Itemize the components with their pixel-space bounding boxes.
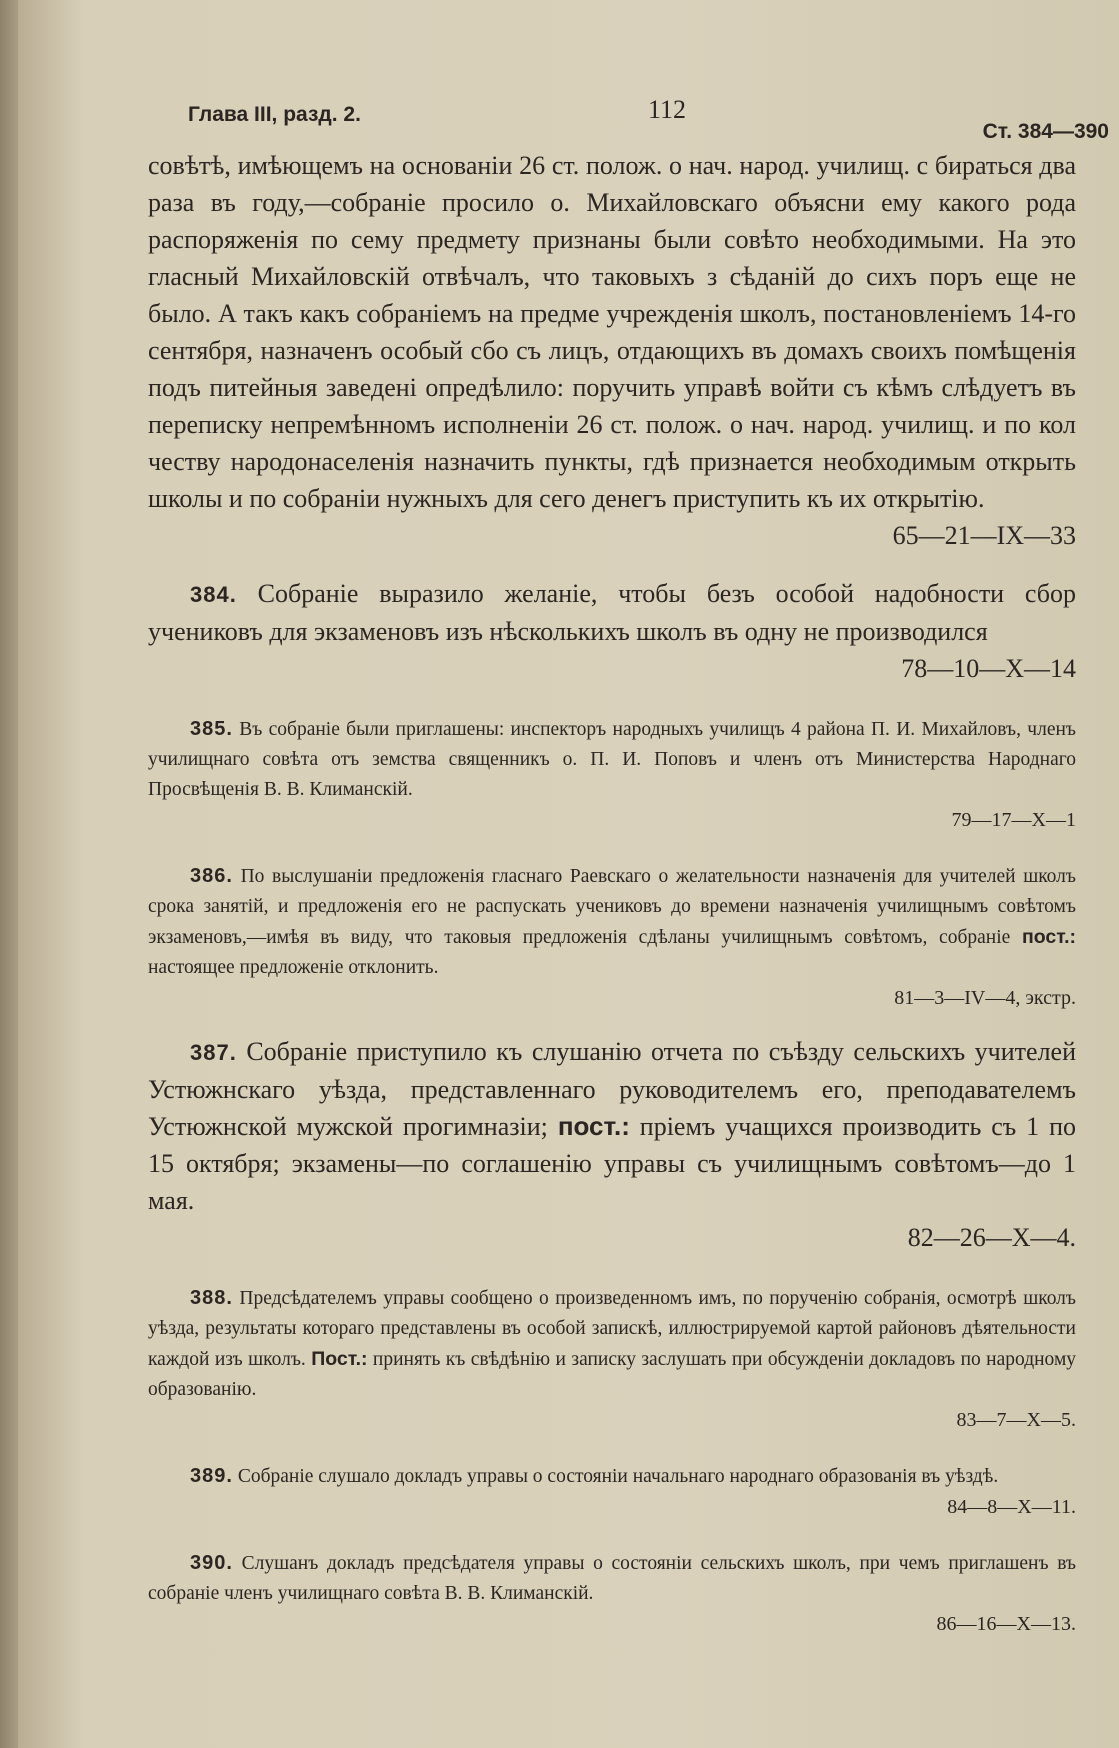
- article-number: 390.: [190, 1552, 233, 1574]
- article-390-reference: 86—16—X—13.: [936, 1613, 1076, 1635]
- article-number: 387.: [190, 1040, 237, 1065]
- article-text: По выслушанiи предложенiя гласнаго Раевскаго о желательности назначенiя для учителей школъ срока занятiй, и предложенiя его не распускать учениковъ до времени назначенiя училищнымъ совѣтомъ экзаменовъ,—имѣя въ виду, что таковыя предложенiя сдѣланы училищнымъ совѣтомъ, собранiе: [148, 866, 1076, 948]
- article-384: [148, 575, 1076, 650]
- article-text: Собранiе приступило къ слушанiю отчета по съѣзду сельскихъ учителей Устюжнскаго уѣзда, представленнаго руководителемъ его, преподавателемъ Устюжнской мужской прогимназiи;: [148, 1037, 1076, 1141]
- articles-range: Ст. 384—390: [982, 120, 1109, 143]
- article-number: 385.: [190, 718, 233, 740]
- article-number: 388.: [190, 1287, 233, 1309]
- page-header: [188, 95, 1109, 145]
- article-390: [148, 1548, 1076, 1609]
- article-389: [148, 1461, 1076, 1492]
- article-384-reference: 78—10—X—14: [901, 654, 1076, 683]
- article-386: [148, 861, 1076, 983]
- article-number: 386.: [190, 865, 233, 887]
- article-385: [148, 714, 1076, 805]
- book-binding-edge: [0, 0, 18, 1748]
- article-text: Слушанъ докладъ предсѣдателя управы о состоянiи сельскихъ школъ, при чемъ приглашенъ въ собранiе членъ училищнаго совѣта В. В. Климанскiй.: [148, 1553, 1077, 1604]
- article-386-reference: 81—3—IV—4, экстр.: [894, 987, 1076, 1009]
- intro-paragraph: совѣтѣ, имѣющемъ на основанiи 26 ст. полож. о нач. народ. училищ. с бираться два раза въ году,—собранiе просило о. Михайловскаго объясни ему какого рода распоряженiя по сему предмету признаны были совѣто необходимыми. На это гласный Михайловскiй отвѣчалъ, что таковыхъ з сѣданiй до сихъ поръ еще не было. А такъ какъ собранiемъ на предме учрежденiя школъ, постановленiемъ 14-го сентября, назначенъ особый сбо съ лицъ, отдающихъ въ домахъ своихъ помѣщенiя подъ питейныя заведенi опредѣлило: поручить управѣ войти съ кѣмъ слѣдуетъ въ переписку непремѣнномъ исполненiи 26 ст. полож. о нач. народ. училищ. и по кол честву народонаселенiя назначить пункты, гдѣ признается необходимым открыть школы и по собранiи нужныхъ для сего денегъ приступить къ их открытiю.: [148, 151, 1076, 513]
- article-388: [148, 1283, 1076, 1405]
- article-text-continued: принять къ свѣдѣнiю и записку заслушать при обсужденiи докладовъ по народному образованiю.: [148, 1349, 1077, 1400]
- article-385-reference: 79—17—X—1: [951, 809, 1076, 831]
- article-text-continued: прiемъ учащихся производить съ 1 по 15 октября; экзамены—по соглашенiю управы съ училищнымъ совѣтомъ—до 1 мая.: [148, 1112, 1077, 1215]
- article-text: Собранiе выразило желанiе, чтобы безъ особой надобности сбор учениковъ для экзаменовъ изъ нѣсколькихъ школъ въ одну не производился: [148, 579, 1076, 646]
- article-text-continued: настоящее предложенiе отклонить.: [148, 957, 439, 978]
- resolution-marker: пост.:: [1021, 926, 1077, 948]
- page-content: [148, 147, 1076, 1639]
- article-text: Собранiе слушало докладъ управы о состоянiи начальнаго народнаго образованiя въ уѣздѣ.: [237, 1466, 999, 1487]
- intro-reference: 65—21—IX—33: [892, 521, 1076, 550]
- article-389-reference: 84—8—X—11.: [947, 1496, 1076, 1518]
- article-number: 384.: [190, 582, 237, 607]
- article-387: [148, 1033, 1076, 1219]
- page-number: 112: [648, 95, 687, 124]
- article-387-reference: 82—26—X—4.: [907, 1223, 1076, 1252]
- resolution-marker: Пост.:: [311, 1348, 368, 1370]
- article-number: 389.: [190, 1465, 233, 1487]
- article-text: Въ собранiе были приглашены: инспекторъ народныхъ училищъ 4 района П. И. Михайловъ, членъ училищнаго совѣта отъ земства священникъ о. П. И. Поповъ и членъ отъ Министерства Народнаго Просвѣщенiя В. В. Климанскiй.: [148, 719, 1076, 800]
- resolution-marker: пост.:: [557, 1111, 630, 1141]
- article-text: Предсѣдателемъ управы сообщено о произведенномъ имъ, по порученiю собранiя, осмотрѣ школъ уѣзда, результаты котораго представлены въ особой запискѣ, иллюстрируемой картой районовъ дѣятельности каждой изъ школъ.: [148, 1288, 1077, 1370]
- article-388-reference: 83—7—X—5.: [956, 1409, 1076, 1431]
- chapter-heading: Глава III, разд. 2.: [188, 103, 361, 126]
